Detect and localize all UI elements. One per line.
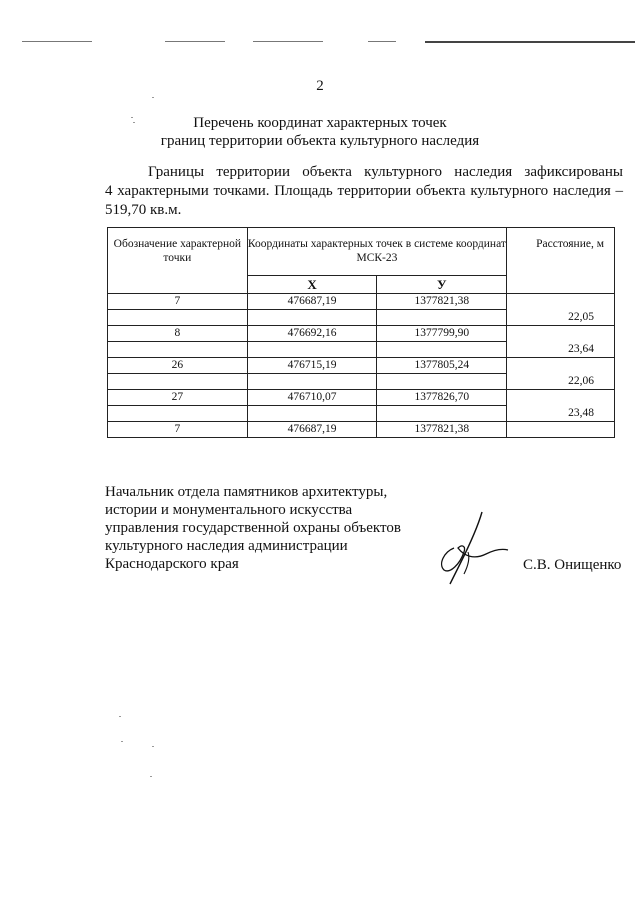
handwritten-signature — [430, 508, 510, 586]
page-number: 2 — [316, 78, 324, 94]
coord-y: 1377805,24 — [377, 358, 507, 374]
table-row — [108, 390, 615, 406]
signatory-position — [105, 483, 401, 573]
coord-x: 476715,19 — [247, 358, 377, 374]
title-line: границ территории объекта культурного наследия — [160, 133, 480, 149]
point-label: 8 — [108, 326, 248, 342]
empty-cell — [247, 374, 377, 390]
position-line: управления государственной охраны объектов — [105, 520, 401, 536]
coord-x: 476687,19 — [247, 294, 377, 310]
empty-cell — [507, 422, 615, 438]
coord-y: 1377821,38 — [377, 294, 507, 310]
table-row — [108, 358, 615, 374]
intro-line: 4 характерными точками. Площадь территории объекта культурного наследия – — [105, 183, 623, 199]
document-title — [0, 114, 640, 150]
point-label: 26 — [108, 358, 248, 374]
empty-cell — [377, 374, 507, 390]
header-y: У — [377, 276, 507, 294]
scan-artifact-line — [22, 41, 92, 42]
scan-speck — [131, 117, 133, 118]
table-row — [108, 294, 615, 310]
header-x: X — [247, 276, 377, 294]
intro-paragraph — [105, 163, 623, 220]
scan-speck — [133, 122, 135, 123]
position-line: культурного наследия администрации — [105, 538, 348, 554]
intro-line: Границы территории объекта культурного наследия зафиксированы — [148, 164, 623, 180]
table-header-row — [108, 228, 615, 276]
coord-x: 476687,19 — [247, 422, 377, 438]
scan-artifact-line — [368, 41, 396, 42]
table-row — [108, 326, 615, 342]
scan-artifact-line — [425, 41, 635, 43]
coord-x: 476710,07 — [247, 390, 377, 406]
scan-speck — [121, 741, 123, 742]
position-line: Начальник отдела памятников архитектуры, — [105, 484, 388, 500]
coord-y: 1377821,38 — [377, 422, 507, 438]
scan-speck — [152, 746, 154, 747]
coord-x: 476692,16 — [247, 326, 377, 342]
point-label: 27 — [108, 390, 248, 406]
empty-cell — [377, 310, 507, 326]
empty-cell — [247, 310, 377, 326]
coord-y: 1377799,90 — [377, 326, 507, 342]
scan-speck — [152, 97, 154, 98]
position-line: Краснодарского края — [105, 556, 239, 572]
distance-value: 23,64 — [507, 326, 615, 358]
header-coordinates-label: Координаты характерных точек в системе координат МСК-23 — [247, 228, 506, 276]
header-distance-label: Расстояние, м — [507, 228, 615, 294]
empty-cell — [247, 342, 377, 358]
empty-cell — [108, 310, 248, 326]
distance-value: 22,06 — [507, 358, 615, 390]
position-line: истории и монументального искусства — [105, 502, 353, 518]
empty-cell — [108, 374, 248, 390]
header-point-label: Обозначение характерной точки — [108, 228, 248, 294]
distance-value: 23,48 — [507, 390, 615, 422]
empty-cell — [108, 406, 248, 422]
empty-cell — [247, 406, 377, 422]
coordinates-table — [107, 227, 615, 438]
point-label: 7 — [108, 422, 248, 438]
empty-cell — [377, 342, 507, 358]
scan-speck — [150, 776, 152, 777]
scan-artifact-line — [165, 41, 225, 42]
signatory-name: С.В. Онищенко — [523, 557, 622, 573]
distance-value: 22,05 — [507, 294, 615, 326]
scan-speck — [119, 716, 121, 717]
point-label: 7 — [108, 294, 248, 310]
coord-y: 1377826,70 — [377, 390, 507, 406]
title-line: Перечень координат характерных точек — [193, 115, 447, 131]
scan-artifact-line — [253, 41, 323, 42]
intro-line: 519,70 кв.м. — [105, 202, 182, 218]
table-row — [108, 422, 615, 438]
empty-cell — [377, 406, 507, 422]
empty-cell — [108, 342, 248, 358]
